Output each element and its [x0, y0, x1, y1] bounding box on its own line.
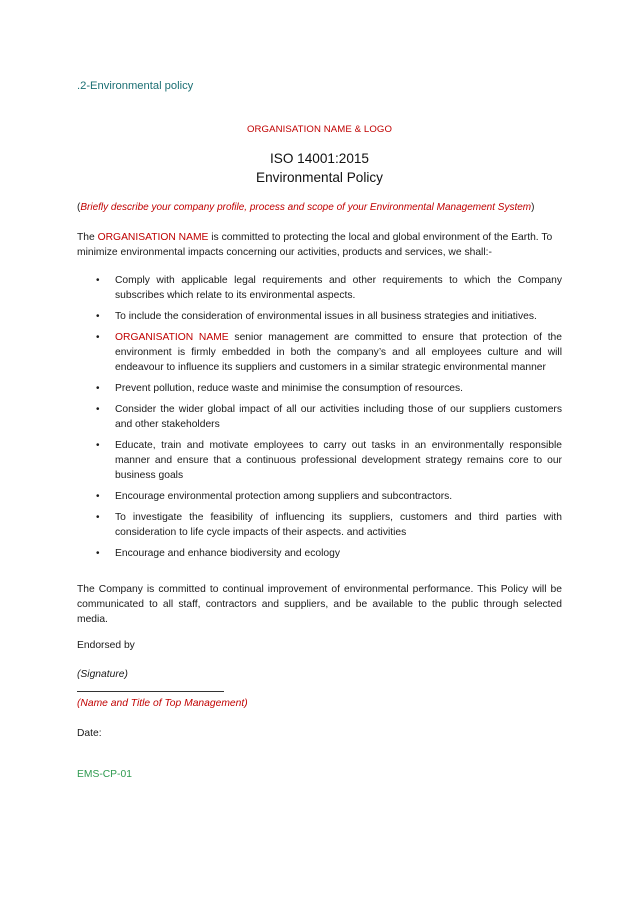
intro-paragraph	[77, 230, 562, 260]
list-item-text: senior management are committed to ensure that protection of the environment is firmly embedded in both the company’s and all employees culture and will endeavour to influence its suppliers and customers in a similar strategic environmental manner	[115, 332, 563, 373]
commitment-paragraph: The Company is committed to continual improvement of environmental performance. This Policy will be communicated to all staff, contractors and suppliers, and be available to the public through selected media.	[77, 584, 562, 625]
bullet-icon: •	[96, 512, 100, 523]
intro-after: is committed to protecting the local and global environment of the Earth. To minimize environmental impacts concerning our activities, products and services, we shall:-	[77, 232, 553, 258]
list-item-text: To include the consideration of environmental issues in all business strategies and initiatives.	[115, 311, 537, 322]
list-item-text: To investigate the feasibility of influencing its suppliers, customers and third parties with consideration to life cycle impacts of their aspects. and activities	[115, 512, 562, 538]
intro-before: The	[77, 232, 98, 243]
bullet-icon: •	[96, 383, 100, 394]
section-title: .2-Environmental policy	[77, 80, 194, 92]
list-item-text: Educate, train and motivate employees to carry out tasks in an environmentally responsible manner and ensure that a continuous professional development strategy remains core to our business goals	[115, 440, 562, 481]
list-item-highlight: ORGANISATION NAME	[115, 332, 229, 343]
policy-page	[77, 0, 562, 903]
iso-standard-title: ISO 14001:2015	[269, 151, 369, 166]
date-label: Date:	[77, 728, 102, 739]
list-item	[77, 309, 562, 324]
bullet-icon: •	[96, 491, 100, 502]
organisation-header: ORGANISATION NAME & LOGO	[246, 124, 393, 135]
list-item	[77, 510, 562, 540]
endorsed-by-label: Endorsed by	[77, 640, 135, 651]
list-item-text: Prevent pollution, reduce waste and minimise the consumption of resources.	[115, 383, 463, 394]
list-item	[77, 381, 562, 396]
brief-instruction	[77, 200, 562, 215]
list-item-text: Comply with applicable legal requirements and other requirements to which the Company subscribes which relate to its environmental aspects.	[115, 275, 562, 301]
bullet-icon: •	[96, 548, 100, 559]
list-item-text: Encourage environmental protection among suppliers and subcontractors.	[115, 491, 453, 502]
list-item	[77, 438, 562, 483]
signature-line	[77, 691, 224, 692]
brief-close-paren: )	[531, 202, 535, 213]
bullet-icon: •	[96, 404, 100, 415]
policy-title	[77, 149, 562, 187]
brief-open-paren: (	[77, 202, 81, 213]
bullet-icon: •	[96, 311, 100, 322]
list-item	[77, 330, 562, 375]
list-item	[77, 546, 562, 561]
list-item-text: Encourage and enhance biodiversity and ecology	[115, 548, 340, 559]
bullet-icon: •	[96, 440, 100, 451]
list-item	[77, 273, 562, 303]
environmental-policy-title: Environmental Policy	[256, 170, 383, 185]
list-item	[77, 489, 562, 504]
list-item-text: Consider the wider global impact of all our activities including those of our suppliers customers and other stakeholders	[115, 404, 562, 430]
brief-instruction-text: Briefly describe your company profile, process and scope of your Environmental Management System	[80, 202, 532, 213]
list-item	[77, 402, 562, 432]
name-title-placeholder: (Name and Title of Top Management)	[77, 698, 248, 709]
bullet-icon: •	[96, 332, 100, 343]
document-reference: EMS-CP-01	[77, 769, 132, 780]
bullet-icon: •	[96, 275, 100, 286]
signature-placeholder: (Signature)	[77, 669, 128, 680]
commitments-list	[77, 273, 562, 567]
intro-org-name: ORGANISATION NAME	[97, 232, 209, 243]
